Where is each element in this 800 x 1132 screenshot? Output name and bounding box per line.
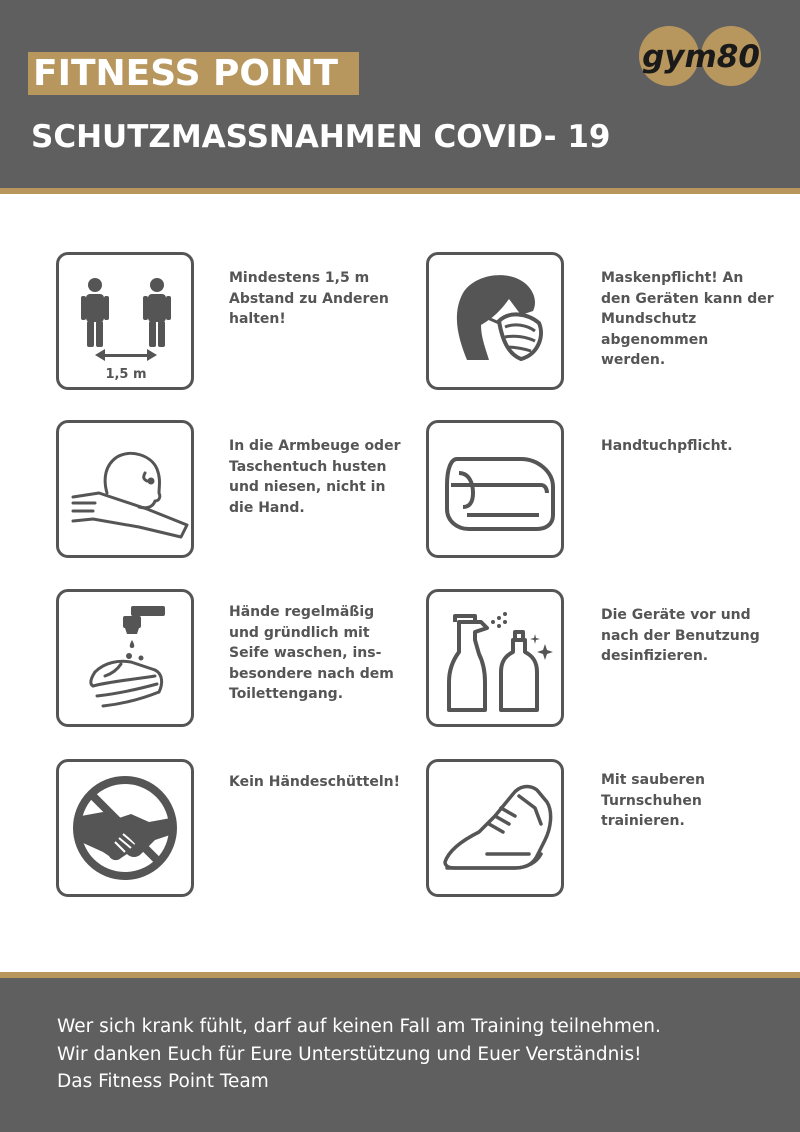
distance-label: 1,5 m <box>105 367 147 382</box>
rule-handshake-text: Kein Händeschütteln! <box>229 774 400 790</box>
rule-cough-text: In die Armbeuge oder Taschentuch husten und niesen, nicht in die Hand. <box>229 438 401 516</box>
footer-line-1: Wer sich krank fühlt, darf auf keinen Fall am Training teilnehmen. <box>57 1016 661 1037</box>
hand-washing-icon <box>56 589 194 727</box>
sneaker-icon <box>426 759 564 897</box>
footer-line-2: Wir danken Euch für Eure Unterstützung und Euer Verständnis! <box>57 1043 642 1065</box>
footer-line-3: Das Fitness Point Team <box>57 1071 269 1092</box>
rule-shoes-text: Mit sauberen Turnschuhen trainieren. <box>601 772 705 829</box>
gym80-logo <box>625 20 777 96</box>
logo-wordmark: gym80 <box>642 39 760 75</box>
distance-icon <box>56 252 194 390</box>
no-handshake-icon <box>56 759 194 897</box>
rule-distance-text: Mindestens 1,5 m Abstand zu Anderen halten! <box>229 270 389 327</box>
rule-towel-text: Handtuchpflicht. <box>601 438 733 454</box>
brand-name: FITNESS POINT <box>33 53 339 94</box>
rule-handwash-text: Hände regelmäßig und gründlich mit Seife waschen, ins-besondere nach dem Toilettengang. <box>229 604 394 702</box>
disinfectant-bottles-icon <box>426 589 564 727</box>
towel-icon <box>426 420 564 558</box>
page-title: SCHUTZMASSNAHMEN COVID- 19 <box>31 119 611 155</box>
footer-message <box>57 1013 777 1096</box>
cough-elbow-icon <box>56 420 194 558</box>
header-divider <box>0 188 800 194</box>
rule-disinfect-text: Die Geräte vor und nach der Benutzung desinfizieren. <box>601 607 760 664</box>
face-mask-icon <box>426 252 564 390</box>
rule-mask-text: Maskenpflicht! An den Geräten kann der Mundschutz abgenommen werden. <box>601 270 774 368</box>
